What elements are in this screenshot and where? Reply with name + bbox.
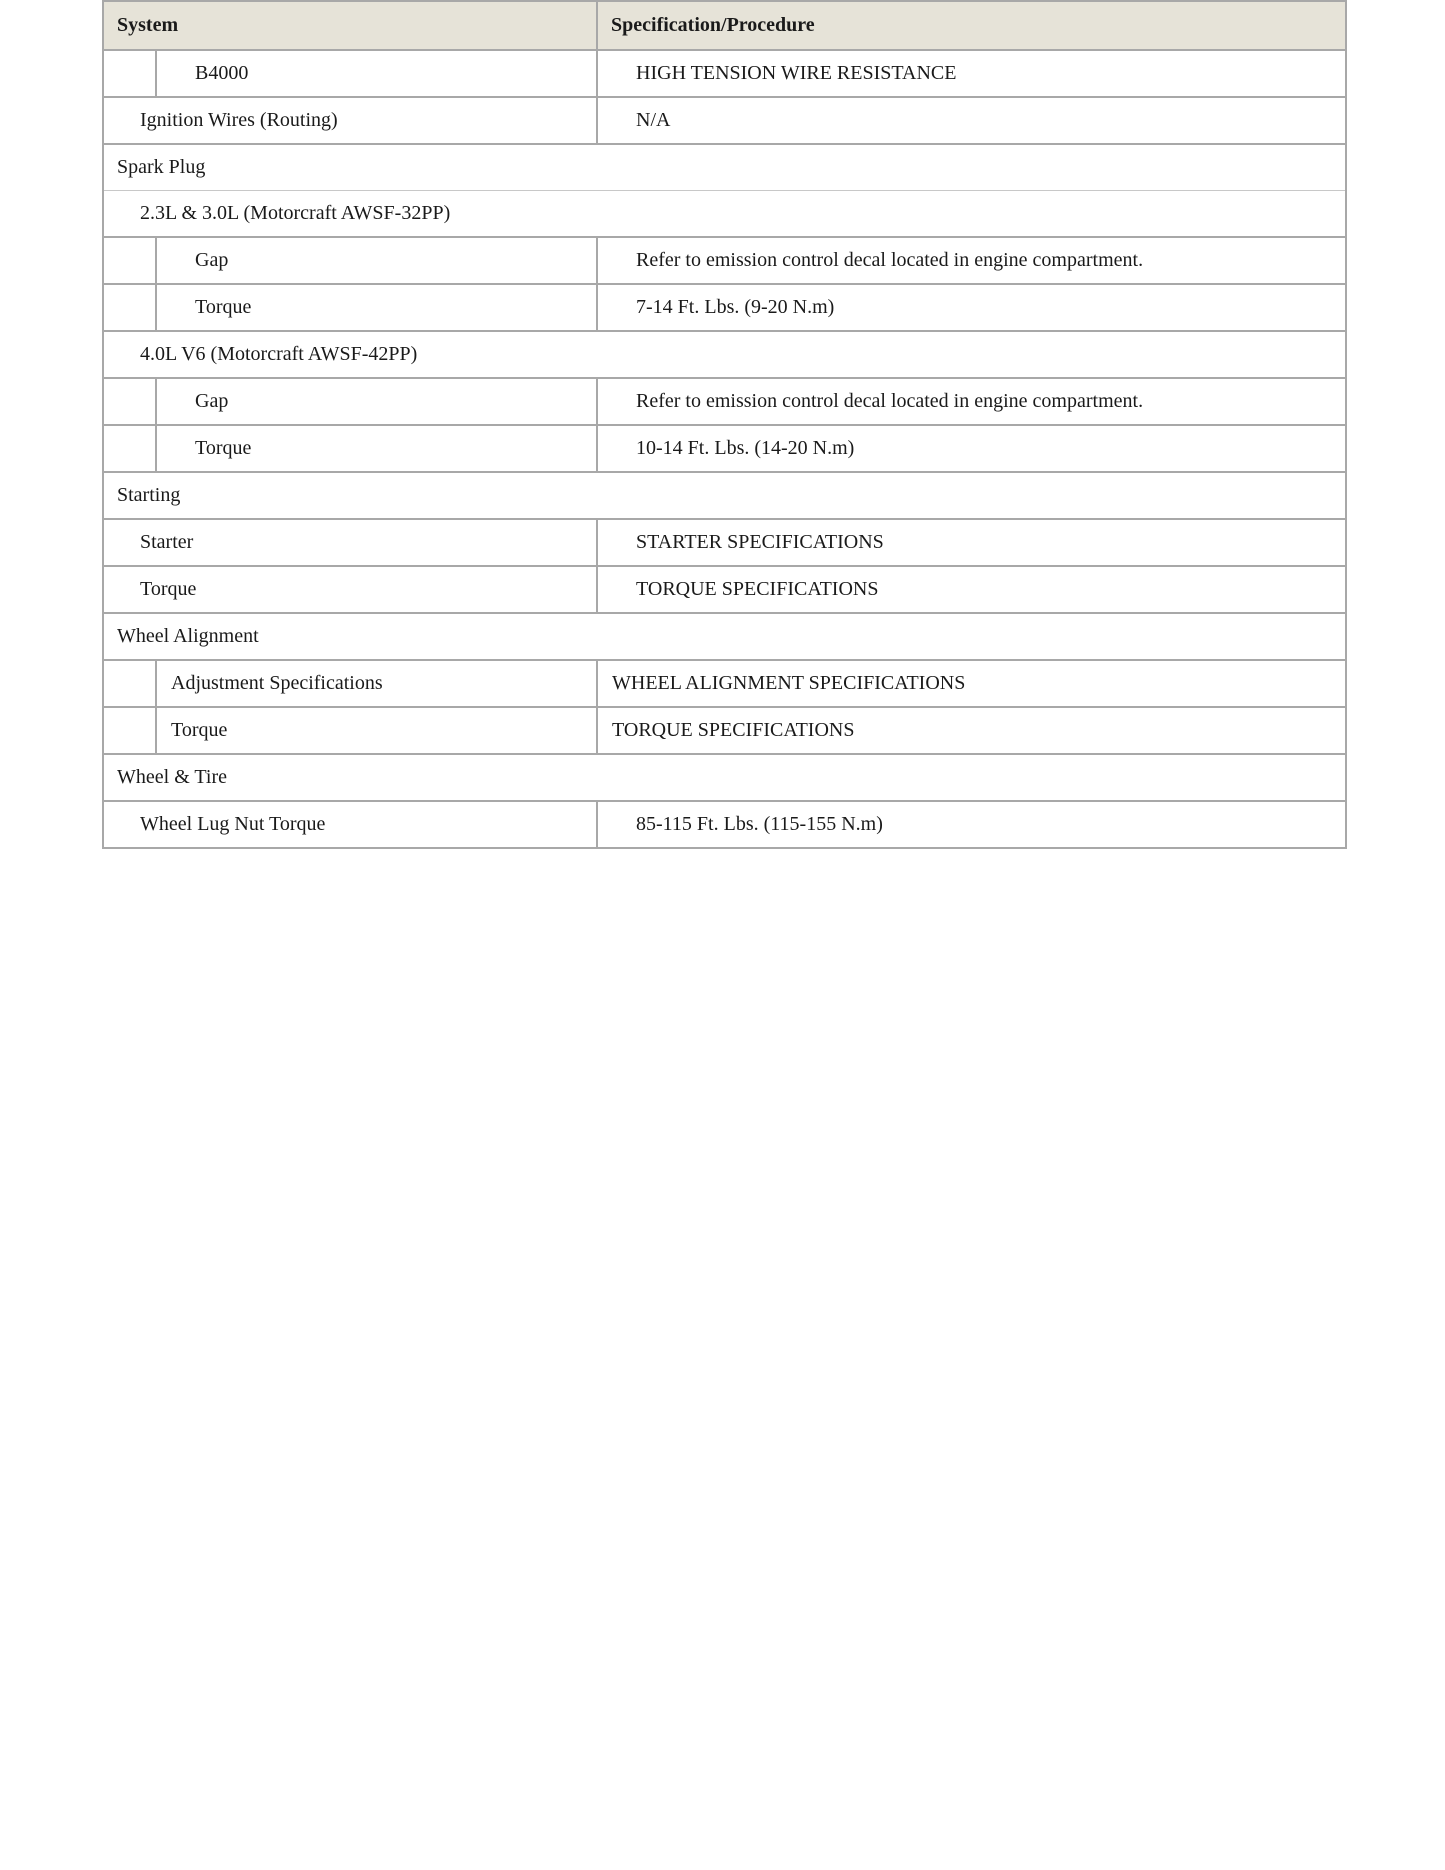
indent-cell <box>103 660 156 707</box>
column-header-system: System <box>103 1 597 50</box>
indent-cell <box>103 284 156 331</box>
table-row <box>103 801 1346 848</box>
indent-cell <box>103 378 156 425</box>
section-row <box>103 613 1346 660</box>
specification-cell: 85-115 Ft. Lbs. (115-155 N.m) <box>597 801 1346 848</box>
system-cell: Torque <box>103 566 597 613</box>
subsection-heading: 2.3L & 3.0L (Motorcraft AWSF-32PP) <box>103 191 1346 238</box>
subsection-heading: 4.0L V6 (Motorcraft AWSF-42PP) <box>103 331 1346 378</box>
column-header-specification: Specification/Procedure <box>597 1 1346 50</box>
indent-cell <box>103 50 156 97</box>
system-cell: Torque <box>156 707 597 754</box>
system-cell: Torque <box>156 284 597 331</box>
section-row <box>103 331 1346 378</box>
section-heading: Spark Plug <box>103 144 1346 191</box>
specification-cell: N/A <box>597 97 1346 144</box>
section-heading: Starting <box>103 472 1346 519</box>
table-row <box>103 50 1346 97</box>
system-cell: B4000 <box>156 50 597 97</box>
section-heading: Wheel Alignment <box>103 613 1346 660</box>
table-row <box>103 519 1346 566</box>
table-row <box>103 284 1346 331</box>
system-cell: Gap <box>156 237 597 284</box>
indent-cell <box>103 707 156 754</box>
table-row <box>103 425 1346 472</box>
specification-cell: TORQUE SPECIFICATIONS <box>597 707 1346 754</box>
section-row <box>103 191 1346 238</box>
system-cell: Torque <box>156 425 597 472</box>
system-cell: Wheel Lug Nut Torque <box>103 801 597 848</box>
system-cell: Gap <box>156 378 597 425</box>
specification-cell: TORQUE SPECIFICATIONS <box>597 566 1346 613</box>
table-row <box>103 707 1346 754</box>
table-row <box>103 660 1346 707</box>
specification-cell: Refer to emission control decal located in engine compartment. <box>597 237 1346 284</box>
system-cell: Ignition Wires (Routing) <box>103 97 597 144</box>
section-row <box>103 144 1346 191</box>
table-row <box>103 378 1346 425</box>
table-header-row <box>103 1 1346 50</box>
specification-cell: HIGH TENSION WIRE RESISTANCE <box>597 50 1346 97</box>
specification-cell: Refer to emission control decal located in engine compartment. <box>597 378 1346 425</box>
section-row <box>103 472 1346 519</box>
table-body <box>103 50 1346 848</box>
system-cell: Starter <box>103 519 597 566</box>
specification-cell: STARTER SPECIFICATIONS <box>597 519 1346 566</box>
table-row <box>103 566 1346 613</box>
specification-cell: 7-14 Ft. Lbs. (9-20 N.m) <box>597 284 1346 331</box>
section-heading: Wheel & Tire <box>103 754 1346 801</box>
specifications-table <box>102 0 1347 849</box>
system-cell: Adjustment Specifications <box>156 660 597 707</box>
table-row <box>103 97 1346 144</box>
table-row <box>103 237 1346 284</box>
specification-cell: 10-14 Ft. Lbs. (14-20 N.m) <box>597 425 1346 472</box>
indent-cell <box>103 237 156 284</box>
indent-cell <box>103 425 156 472</box>
section-row <box>103 754 1346 801</box>
specification-cell: WHEEL ALIGNMENT SPECIFICATIONS <box>597 660 1346 707</box>
